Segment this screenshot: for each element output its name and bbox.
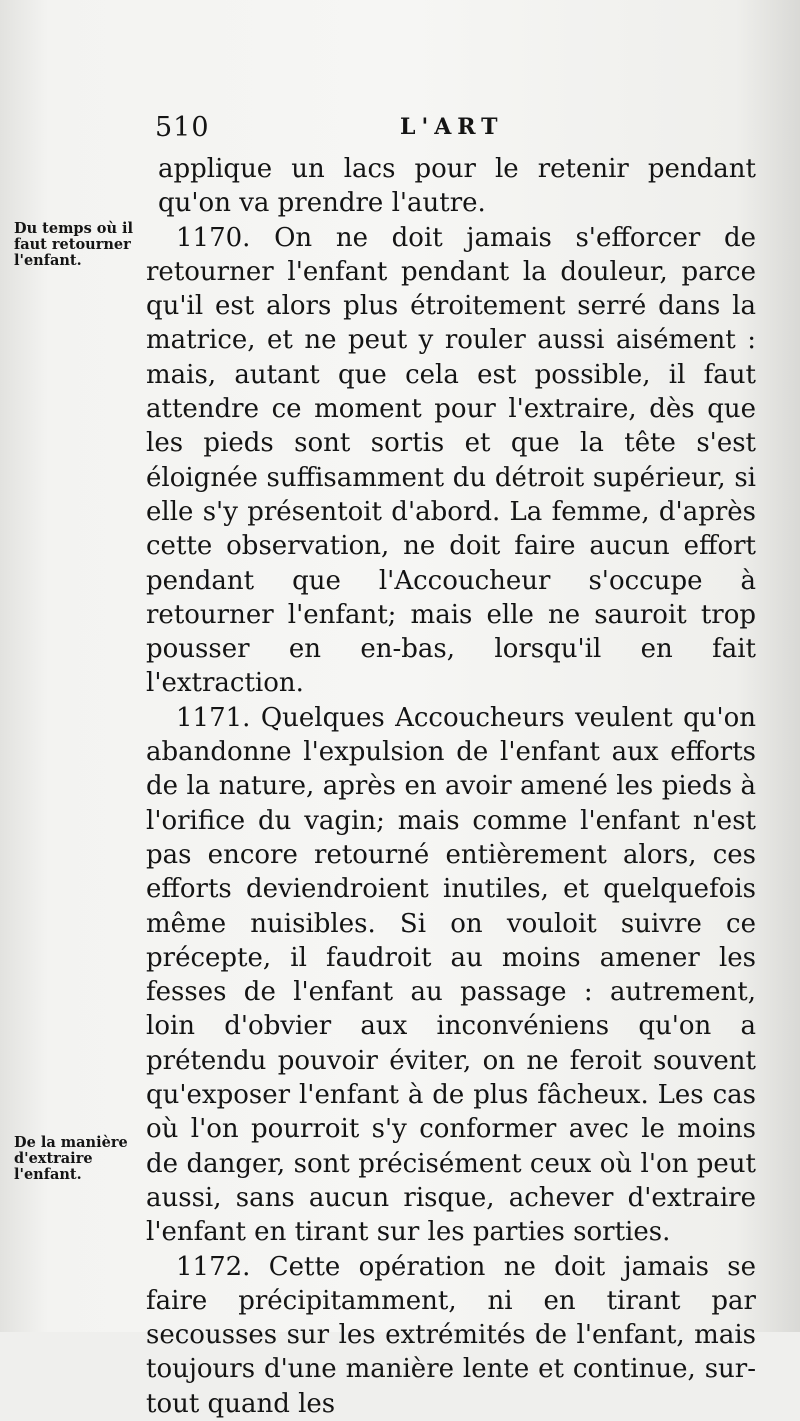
paragraph-continuation: applique un lacs pour le retenir pendant qu'on va prendre l'autre. <box>158 154 756 219</box>
paragraph-1171: 1171. Quelques Accoucheurs veulent qu'on abandonne l'expulsion de l'enfant aux efforts de la nature, après en avoir amené les pieds à l'orifice du vagin; mais comme l'enfant n'est pas encore retourné entièrement alors, ces efforts deviendroient inutiles, et quelquefois même nuisibles. Si on vouloit suivre ce précepte, il faudroit au moins amener les fesses de l'enfant au passage : autrement, loin d'obvier aux inconvéniens qu'on a prétendu pouvoir éviter, on ne feroit souvent qu'exposer l'enfant à de plus fâcheux. Les cas où l'on pourroit s'y conformer avec le moins de danger, sont précisément ceux où l'on peut aussi, sans aucun risque, achever d'extraire l'enfant en tirant sur les parties sorties. <box>146 702 756 1248</box>
margin-note-timing: Du temps où il faut retourner l'enfant. <box>14 220 134 269</box>
page-header <box>155 112 755 152</box>
paragraph-1170: 1170. On ne doit jamais s'efforcer de retourner l'enfant pendant la douleur, parce qu'il est alors plus étroitement serré dans la matrice, et ne peut y rouler aussi aisément : mais, autant que cela est possible, il faut attendre ce moment pour l'extraire, dès que les pieds sont sortis et que la tête s'est éloignée suffisamment du détroit supérieur, si elle s'y présentoit d'abord. La femme, d'après cette observation, ne doit faire aucun effort pendant que l'Accoucheur s'occupe à retourner l'enfant; mais elle ne sauroit trop pousser en en-bas, lorsqu'il en fait l'extraction. <box>146 222 756 699</box>
margin-note-extraction: De la manière d'extraire l'enfant. <box>14 1134 128 1183</box>
body-text <box>146 152 756 1421</box>
paragraph-1172: 1172. Cette opération ne doit jamais se faire précipitamment, ni en tirant par secousses sur les extrémités de l'enfant, mais toujours d'une manière lente et continue, sur-tout quand les <box>146 1251 756 1419</box>
page-number: 510 <box>155 112 210 143</box>
running-head: L'ART <box>400 114 504 140</box>
